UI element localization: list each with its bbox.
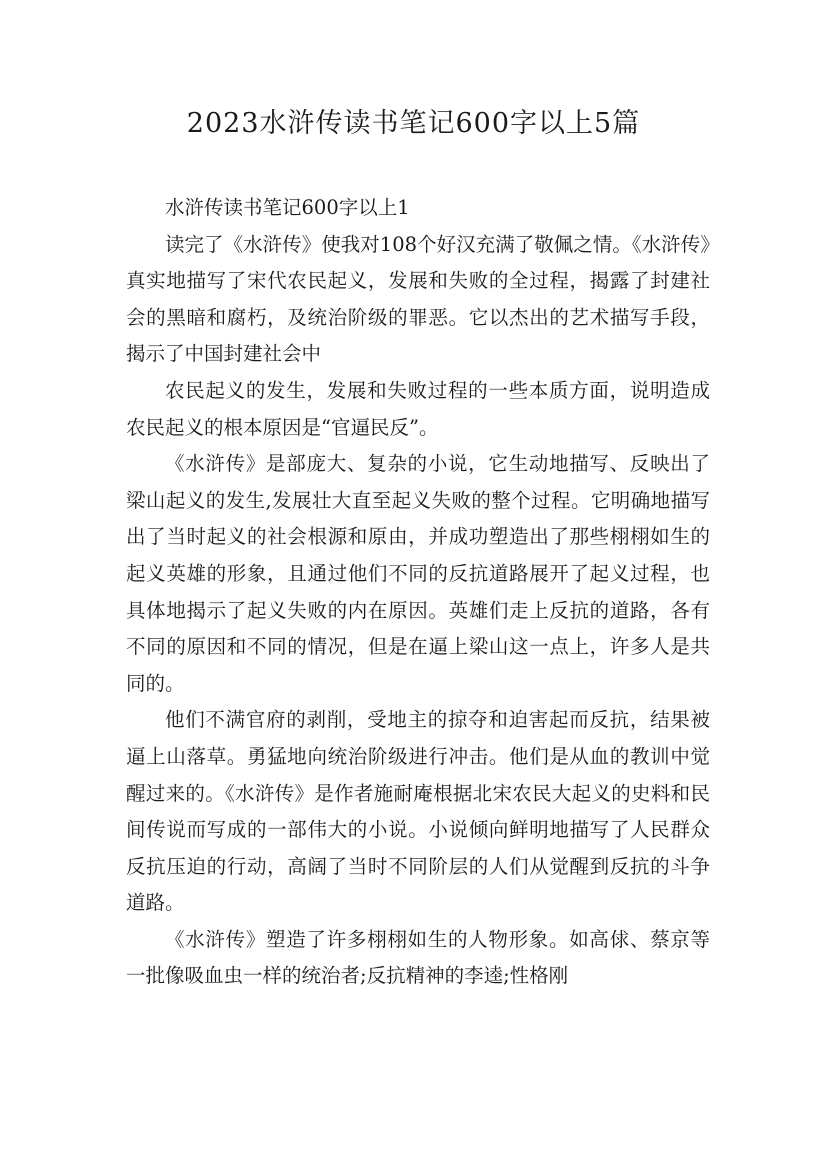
document-title: 2023水浒传读书笔记600字以上5篇 xyxy=(186,108,641,139)
paragraph: 他们不满官府的剥削，受地主的掠夺和迫害起而反抗，结果被逼上山落草。勇猛地向统治阶级进行冲击。他们是从血的教训中觉醒过来的。《水浒传》是作者施耐庵根据北宋农民大起义的史料和民间传说而写成的一部伟大的小说。小说倾向鲜明地描写了人民群众反抗压迫的行动，高阔了当时不同阶层的人们从觉醒到反抗的斗争道路。 xyxy=(126,708,710,915)
section-heading: 水浒传读书笔记600字以上1 xyxy=(165,196,410,219)
document-body xyxy=(126,190,710,995)
paragraph: 读完了《水浒传》使我对108个好汉充满了敬佩之情。《水浒传》真实地描写了宋代农民起义，发展和失败的全过程，揭露了封建社会的黑暗和腐朽，及统治阶级的罪恶。它以杰出的艺术描写手段，揭示了中国封建社会中 xyxy=(126,232,710,366)
paragraph: 《水浒传》是部庞大、复杂的小说，它生动地描写、反映出了梁山起义的发生,发展壮大直至起义失败的整个过程。它明确地描写出了当时起义的社会根源和原由，并成功塑造出了那些栩栩如生的起义英雄的形象，且通过他们不同的反抗道路展开了起义过程，也具体地揭示了起义失败的内在原因。英雄们走上反抗的道路，各有不同的原因和不同的情况，但是在逼上梁山这一点上，许多人是共同的。 xyxy=(126,452,710,695)
paragraph: 《水浒传》塑造了许多栩栩如生的人物形象。如高俅、蔡京等一批像吸血虫一样的统治者;反抗精神的李逵;性格刚 xyxy=(126,927,710,988)
paragraph: 农民起义的发生，发展和失败过程的一些本质方面，说明造成农民起义的根本原因是“官逼民反”。 xyxy=(126,378,710,439)
